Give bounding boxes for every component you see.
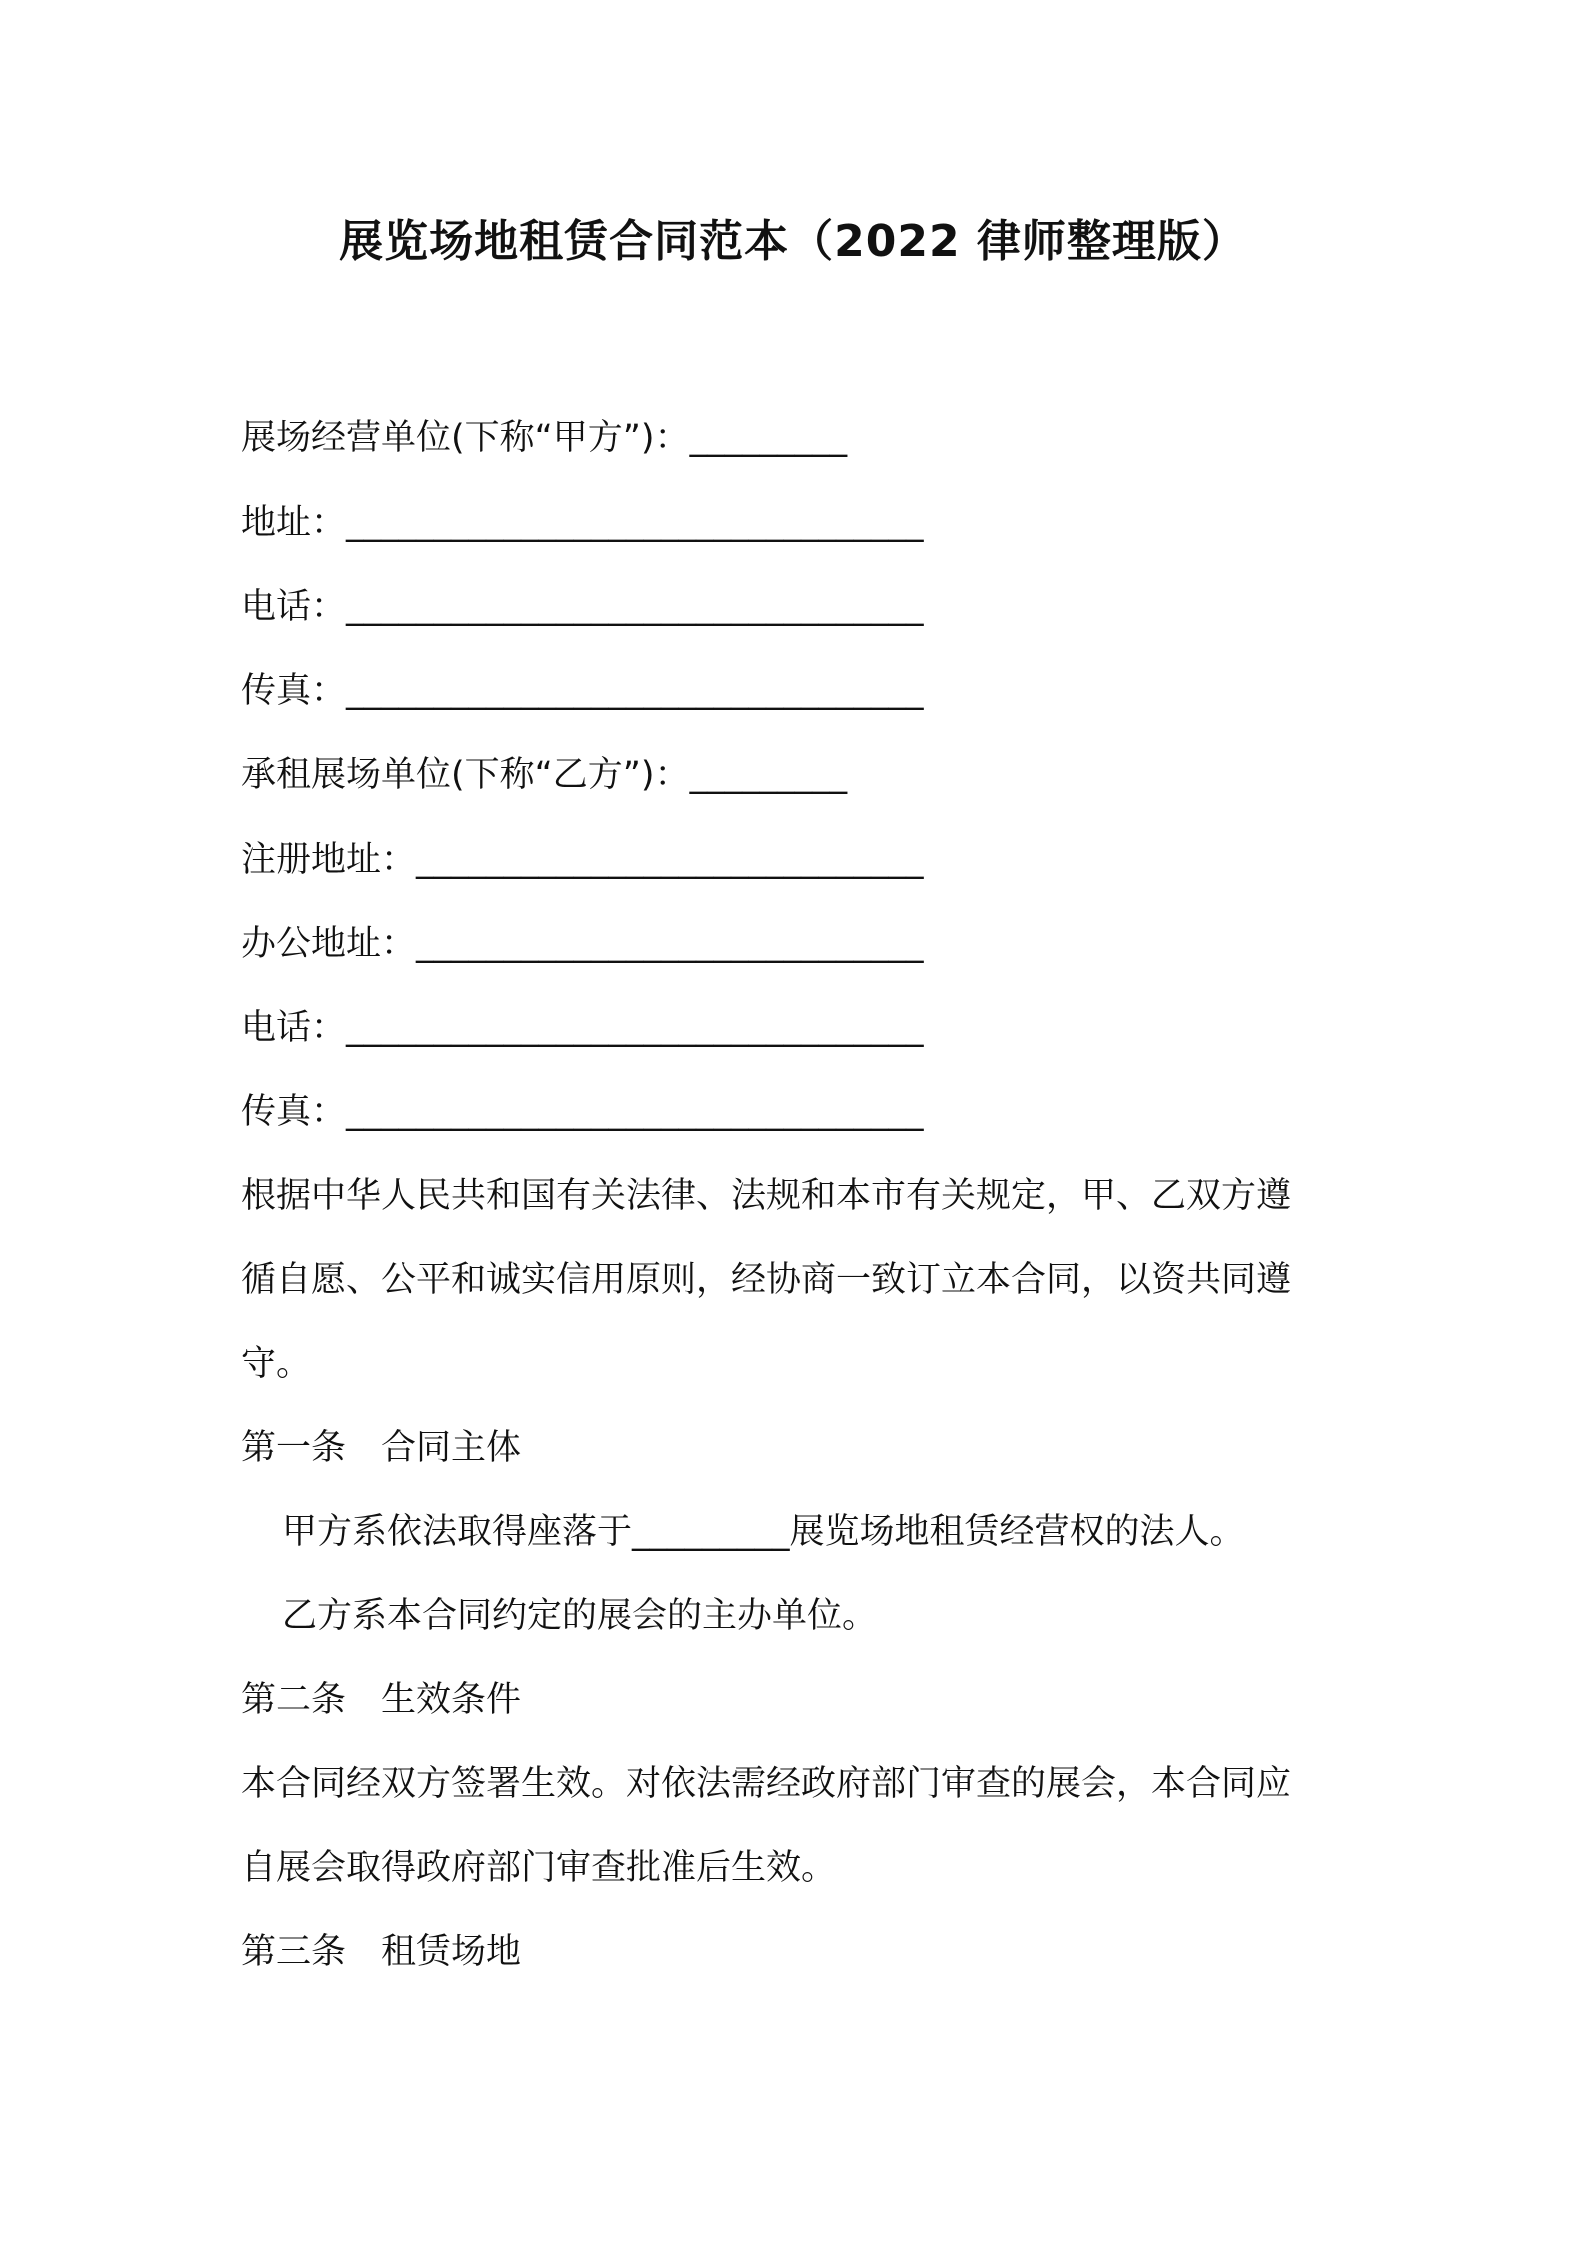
article-1-heading: 第一条 合同主体: [241, 1428, 522, 1468]
party-a-fax-line: 传真：_________________________________: [241, 671, 924, 711]
party-b-registered-address-line: 注册地址：_____________________________: [241, 840, 924, 880]
article-2-heading: 第二条 生效条件: [241, 1680, 522, 1720]
party-b-fax-line: 传真：_________________________________: [241, 1092, 924, 1132]
article-1-clause: 乙方系本合同约定的展会的主办单位。: [282, 1596, 878, 1636]
party-a-address-line: 地址：_________________________________: [241, 503, 924, 543]
document-title: 展览场地租赁合同范本（2022 律师整理版）: [339, 216, 1247, 267]
article-2-text-line: 本合同经双方签署生效。对依法需经政府部门审查的展会，本合同应: [241, 1764, 1292, 1804]
preamble-line: 循自愿、公平和诚实信用原则，经协商一致订立本合同，以资共同遵: [241, 1260, 1292, 1300]
party-b-office-address-line: 办公地址：_____________________________: [241, 924, 924, 964]
party-a-phone-line: 电话：_________________________________: [241, 587, 924, 627]
article-3-heading: 第三条 租赁场地: [241, 1932, 522, 1972]
article-2-text-line: 自展会取得政府部门审查批准后生效。: [241, 1848, 837, 1888]
party-a-name-line: 展场经营单位(下称“甲方”)：_________: [241, 418, 848, 458]
preamble-line: 根据中华人民共和国有关法律、法规和本市有关规定，甲、乙双方遵: [241, 1176, 1292, 1216]
preamble-line: 守。: [241, 1344, 312, 1384]
party-b-name-line: 承租展场单位(下称“乙方”)：_________: [241, 755, 848, 795]
article-1-clause: 甲方系依法取得座落于_________展览场地租赁经营权的法人。: [282, 1512, 1245, 1552]
party-b-phone-line: 电话：_________________________________: [241, 1008, 924, 1048]
